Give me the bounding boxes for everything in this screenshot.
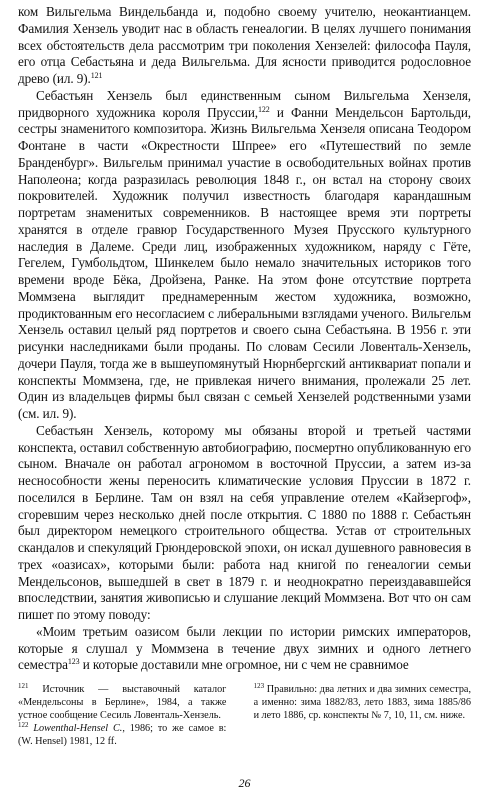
footnote-121 bbox=[18, 683, 226, 722]
footnote-121-text: Источник — выставочный каталог «Мендельсоны в Берлине», 1984, а также устное сообщение Сесиль Ловенталь-Хензель. bbox=[18, 684, 227, 721]
footnote-122-number: 122 bbox=[18, 721, 29, 729]
footnote-ref-121[interactable]: 121 bbox=[90, 71, 103, 80]
paragraph-4-quote bbox=[18, 624, 471, 674]
footnote-ref-122[interactable]: 122 bbox=[258, 104, 270, 114]
paragraph-4-text-b: и которые доставили мне огромное, ни с чем не сравнимое bbox=[79, 657, 409, 673]
paragraph-1-text: ком Вильгельма Виндельбанда и, подобно своему учителю, неокантианцем. Фамилия Хензель уводит нас в область генеалогии. В целях лучшего понимания всех обстоятельств дела рассмотрим три поколения Хензелей: философа Пауля, его отца Себастьяна и деда Вильгельма. Для ясности приводится родословное древо (ил. 9). bbox=[18, 4, 471, 86]
paragraph-1 bbox=[18, 4, 471, 88]
paragraph-2-text-b: и Фанни Мендельсон Бартольди, сестры знаменитого композитора. Жизнь Вильгельма Хензеля описана Теодором Фонтане в части «Окрестности Шпрее» его «Путешествий по земле Бранденбург». Вильгельм принимал участие в освободительных войнах против Наполеона; когда разразилась революция 1848 г., он встал на сторону своих покровителей. Художник получил известность благодаря карандашным портретам знаменитых современников. В настоящее время эти портреты хранятся в отделе гравюр Государственного Музея Прусского культурного наследия в Далеме. Среди лиц, изображенных художником, наряду с Гёте, Гегелем, Гумбольдтом, Шинкелем было немало значительных историков того времени вроде Бёка, Дройзена, Ранке. На этом фоне отсутствие портрета Моммзена выглядит преднамеренным жестом художника, возможно, продиктованным его несогласием с либеральными взглядами ученого. Вильгельм Хензель оставил целый ряд портретов и своего сына Себастьяна. В 1956 г. эти рисунки наследниками были проданы. По словам Сесили Ловенталь-Хензель, дочери Пауля, тогда же в вышеупомянутый Нюрнбергский антиквариат попали и конспекты Моммзена, где, не привлекая ничего внимания, пролежали 25 лет. Один из владельцев фирмы был связан с семьей Хензелей родственными узами (см. ил. 9). bbox=[18, 104, 471, 421]
paragraph-2 bbox=[18, 88, 471, 423]
footnotes bbox=[18, 683, 471, 748]
footnotes-left-column bbox=[18, 683, 226, 748]
footnote-121-number: 121 bbox=[18, 682, 29, 690]
page-number: 26 bbox=[238, 776, 251, 790]
footnote-123-text: Правильно: два летних и два зимних семестра, а именно: зима 1882/83, лето 1883, зима 1885/86 и лето 1886, ср. конспекты № 7, 10, 11, см. ниже. bbox=[253, 684, 471, 721]
paragraph-3: Себастьян Хензель, которому мы обязаны второй и третьей частями конспекта, оставил собственную автобиографию, посмертно опубликованную его сыном. Вначале он работал агрономом в восточной Пруссии, а затем из-за неснособности жены переносить климатические условия Пруссии в 1872 г. поселился в Берлине. Там он взял на себя управление отелем «Кайзергоф», сгоревшим через несколько дней после открытия. С 1880 по 1888 г. Себастьян был директором немецкого строительного общества. Устав от строительных скандалов и спекуляций Грюндеровской эпохи, он искал душевного равновесия в трех «оазисах», которыми были: работа над книгой по генеалогии семьи Мендельсонов, вышедшей в свет в 1879 г. и неоднократно переиздававшейся впоследствии, занятия живописью и слушание лекций Моммзена. Вот что он сам пишет по этому поводу: bbox=[18, 422, 471, 622]
footnote-123 bbox=[254, 683, 471, 722]
footnote-122-author: Lowenthal-Hensel C. bbox=[28, 723, 123, 734]
body-text bbox=[18, 4, 471, 674]
paragraph-4-text-a: «Моим третьим оазисом были лекции по истории римских императоров, которые я слушал у Моммзена в течение двух зимних и одного летнего семестра bbox=[18, 623, 471, 673]
footnote-123-number: 123 bbox=[253, 682, 265, 690]
footnote-122-text: , 1986; то же самое в: (W. Hensel) 1981, 12 ff. bbox=[18, 723, 227, 747]
footnote-122 bbox=[18, 722, 226, 748]
paragraph-2-text-a: Себастьян Хензель был единственным сыном Вильгельма Хензеля, придворного художника короля Пруссии, bbox=[18, 87, 471, 120]
footnotes-right-column bbox=[254, 683, 471, 748]
footnote-ref-123[interactable]: 123 bbox=[67, 657, 80, 667]
